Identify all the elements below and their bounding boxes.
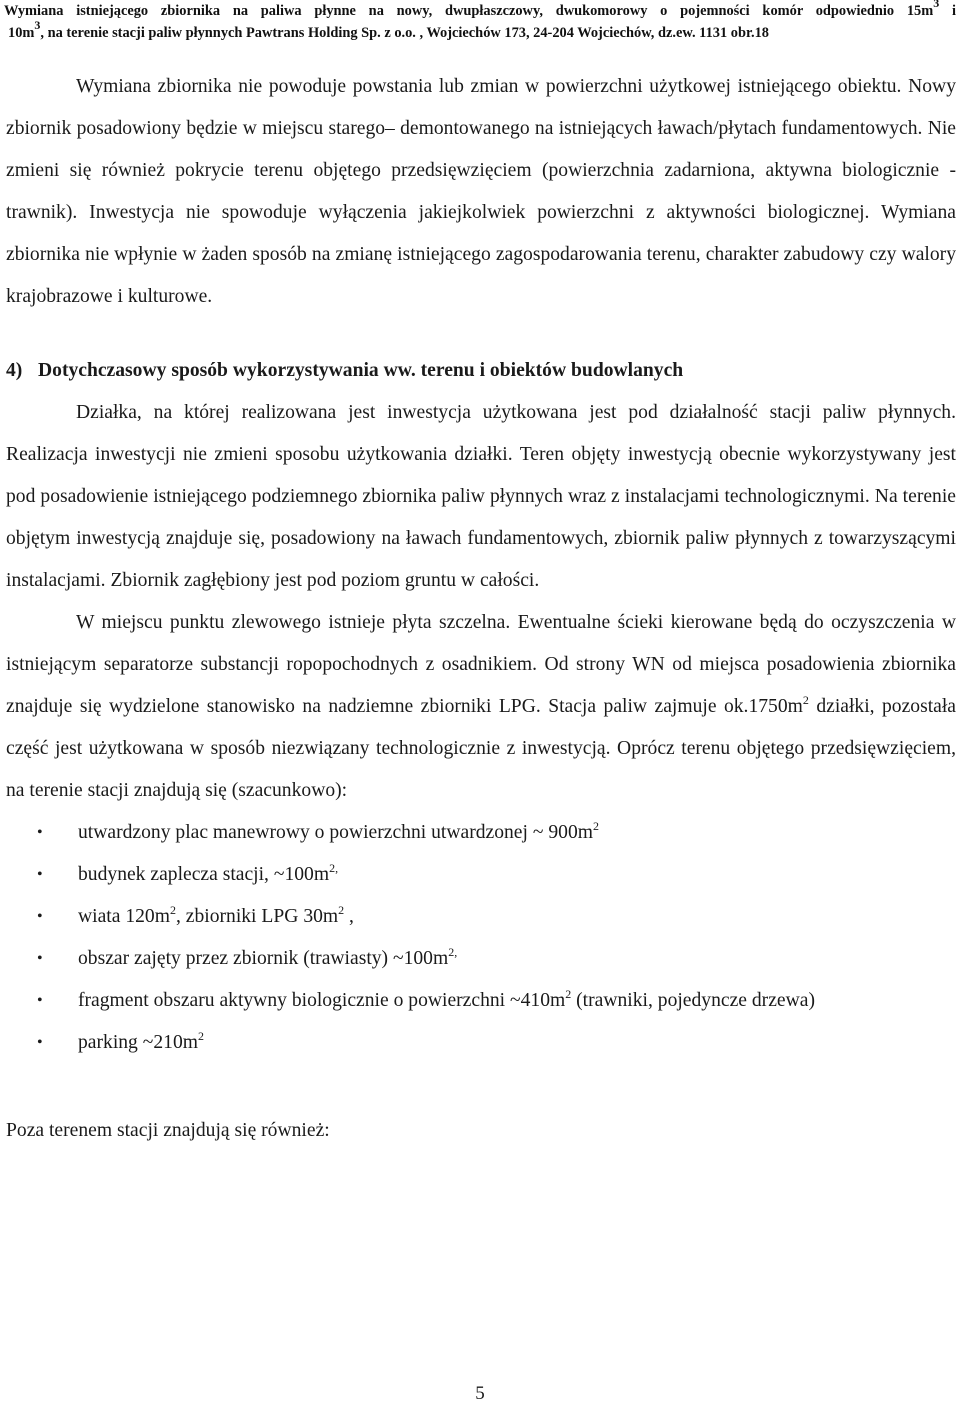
list-item: • budynek zaplecza stacji, $\sim 100m^{2,}$: [6, 854, 956, 896]
drainage-paragraph: W miejscu punktu zlewowego istnieje płyta szczelna. Ewentualne ścieki kierowane będą do oczyszczenia w istniejącym separatorze substancji ropopochodnych z osadnikiem. Od strony WN od miejsca posadowienia zbiornika znajduje się wydzielone stanowisko na nadziemne zbiorniki LPG. Stacja paliw zajmuje $ok.1750m^2$ działki, pozostała część jest użytkowana w sposób niezwiązany technologicznie z inwestycją. Oprócz terenu objętego przedsięwzięciem, na terenie stacji znajdują się (szacunkowo):: [6, 612, 956, 801]
closing-line: Poza terenem stacji znajdują się również:: [6, 1120, 330, 1141]
list-item: • parking $\sim 210m^2$: [6, 1022, 956, 1064]
list-item: • fragment obszaru aktywny biologicznie o powierzchni $\sim 410m^2$ (trawniki, pojedyncze drzewa): [6, 980, 956, 1022]
land-use-paragraph: Działka, na której realizowana jest inwestycja użytkowana jest pod działalność stacji paliw płynnych. Realizacja inwestycji nie zmieni sposobu użytkowania działki. Teren objęty inwestycją obecnie wykorzystywany jest pod posadowienie istniejącego podziemnego zbiornika paliw płynnych wraz z instalacjami technologicznymi. Na terenie objętym inwestycją znajduje się, posadowiony na ławach fundamentowych, zbiornik paliw płynnych z towarzyszącymi instalacjami. Zbiornik zagłębiony jest pod poziom gruntu w całości.: [6, 402, 956, 591]
page-number: 5: [475, 1383, 485, 1404]
document-body: [6, 66, 956, 1152]
bullet-icon: •: [37, 824, 43, 841]
intro-paragraph: Wymiana zbiornika nie powoduje powstania lub zmian w powierzchni użytkowej istniejącego obiektu. Nowy zbiornik posadowiony będzie w miejscu starego– demontowanego na istniejących ławach/płytach fundamentowych. Nie zmieni się również pokrycie terenu objętego przedsięwzięciem (powierzchnia zadarniona, aktywna biologicznie - trawnik). Inwestycja nie spowoduje wyłączenia jakiejkolwiek powierzchni z aktywności biologicznej. Wymiana zbiornika nie wpłynie w żaden sposób na zmianę istniejącego zagospodarowania terenu, charakter zabudowy czy walory krajobrazowe i kulturowe.: [6, 76, 956, 307]
bullet-icon: •: [37, 908, 43, 925]
bullet-icon: •: [37, 950, 43, 967]
bullet-icon: •: [37, 992, 43, 1009]
section-title: Dotychczasowy sposób wykorzystywania ww. terenu i obiektów budowlanych: [38, 360, 684, 381]
list-item: • obszar zajęty przez zbiornik (trawiasty) $\sim 100m^{2,}$: [6, 938, 956, 980]
bullet-icon: •: [37, 1034, 43, 1051]
section-number: 4): [6, 360, 23, 381]
list-item: • utwardzony plac manewrowy o powierzchni utwardzonej ~ $900m^2$: [6, 812, 956, 854]
header-line-1: Wymiana istniejącego zbiornika na paliwa płynne na nowy, dwupłaszczowy, dwukomorowy o pojemności komór odpowiednio $15m^3$ i: [4, 0, 956, 19]
section-heading: [6, 350, 956, 392]
bullet-icon: •: [37, 866, 43, 883]
list-item: • wiata $120m^2$, zbiorniki LPG $30m^2$ ,: [6, 896, 956, 938]
document-header: [0, 0, 960, 44]
header-line-2: $10m^3$, na terenie stacji paliw płynnych Pawtrans Holding Sp. z o.o. , Wojciechów 173, 24-204 Wojciechów, dz.ew. 1131 obr.18: [8, 18, 770, 41]
area-list: [6, 812, 956, 1064]
